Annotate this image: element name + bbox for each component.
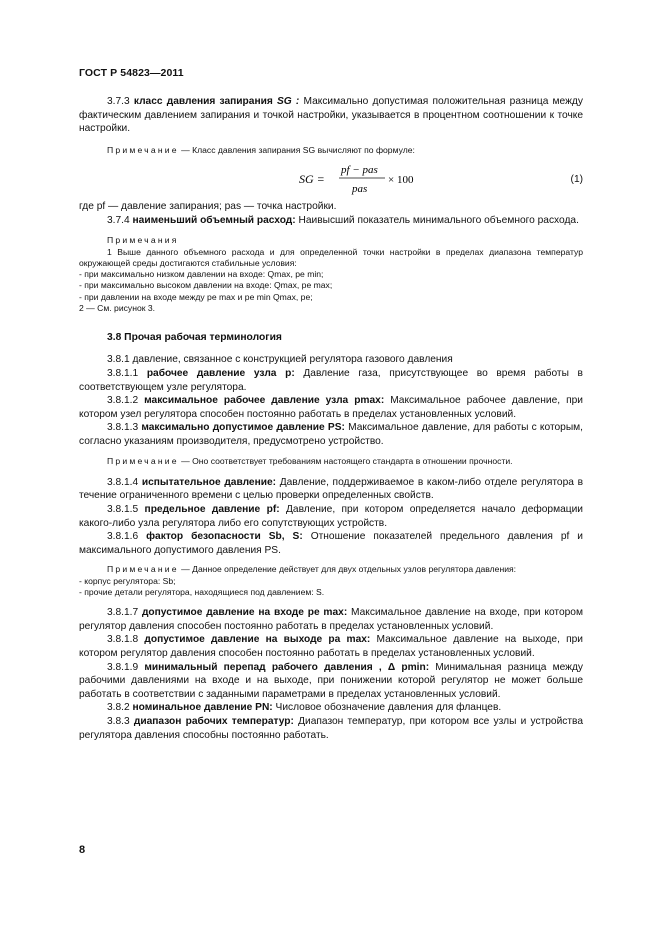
clause-symbol: SG : [277, 96, 300, 107]
note-bullet: - прочие детали регулятора, находящиеся под давлением: S. [79, 586, 325, 597]
notes-label: Примечания [107, 235, 179, 246]
clause-term: предельное давление pf: [144, 503, 280, 515]
formula-denominator: pas [352, 183, 368, 196]
clause-number: 3.8.1.5 [107, 503, 139, 515]
page-number: 8 [79, 844, 86, 856]
clause-text: Давление газа, присутствующее во время работы в соответствующем узле регулятора. [79, 367, 583, 393]
clause-3-8-1-1 [79, 367, 583, 394]
clause-text: Максимально допустимая положительная разница между фактическим давлением запирания и точкой настройки, указывается в процентном соотношении к точке настройки. [79, 96, 583, 135]
clause-text: Наивысший показатель минимального объемного расхода. [298, 214, 579, 226]
clause-3-8-1-5 [79, 503, 583, 530]
clause-term: максимальное рабочее давление узла pmax: [144, 395, 385, 407]
note-3-7-3 [79, 145, 583, 156]
clause-text: Максимальное рабочее давление, при котором узел регулятора способен постоянно работать в пределах установленных условий. [79, 395, 583, 420]
note-3-8-1-3 [79, 456, 583, 467]
page-content [79, 95, 583, 742]
note-text: — Данное определение действует для двух отдельных узлов регулятора давления: [181, 564, 517, 575]
clause-number: 3.8.1.8 [107, 634, 139, 646]
clause-3-8-1-7 [79, 606, 583, 633]
note-bullet: - при давлении на входе между pe max и pe min Qmax, pe; [79, 291, 313, 302]
clause-text: Минимальная разница между рабочими давлениями на входе и на выходе, при понижении которой регулятор не может больше работать в соответствии с заданными параметрами в пределах установленных условий. [79, 661, 583, 700]
clause-number: 3.8.1.6 [107, 531, 139, 543]
clause-number: 3.8.1.3 [107, 422, 139, 434]
clause-number: 3.7.4 [107, 214, 130, 226]
formula-lhs: SG = [299, 172, 325, 187]
note-2: 2 — См. рисунок 3. [79, 303, 156, 314]
note-text: — Класс давления запирания SG вычисляют по формуле: [181, 144, 415, 155]
clause-term: диапазон рабочих температур: [133, 716, 294, 727]
clause-text: Давление, при котором определяется начало деформации какого-либо узла регулятора либо его сопутствующих устройств. [79, 503, 583, 529]
note-3-8-1-6 [79, 564, 583, 598]
clause-3-8-1-3 [79, 421, 583, 448]
clause-text: Давление, поддерживаемое в каком-либо отделе регулятора в течение ограниченного времени с целью проверки определенных свойств. [79, 476, 583, 502]
note-bullet: - корпус регулятора: Sb; [79, 575, 176, 586]
page-header: ГОСТ Р 54823—2011 [79, 67, 184, 79]
clause-term: допустимое давление на выходе pa max: [144, 634, 371, 646]
note-line [79, 564, 583, 575]
clause-number: 3.7.3 [107, 96, 130, 107]
clause-term: рабочее давление узла p: [146, 367, 295, 379]
clause-number: 3.8.2 [107, 702, 130, 714]
clause-term: допустимое давление на входе pe max: [141, 607, 348, 619]
formula-where: где pf — давление запирания; pas — точка настройки. [79, 201, 337, 213]
clause-3-8-3 [79, 715, 583, 742]
clause-term: максимально допустимое давление PS: [141, 422, 345, 434]
clause-number: 3.8.3 [107, 716, 130, 727]
note-label: Примечание [107, 455, 179, 466]
clause-term: номинальное давление PN: [132, 702, 273, 714]
clause-text: Максимальное давление на выходе, при котором регулятор давления способен постоянно работать в пределах установленных условий. [79, 634, 584, 660]
clause-term: испытательное давление: [141, 476, 277, 488]
clause-number: 3.8.1.7 [107, 607, 139, 619]
notes-3-7-4 [79, 235, 583, 314]
clause-term: фактор безопасности Sb, S: [146, 531, 303, 543]
clause-3-8-1-9 [79, 661, 583, 702]
clause-term: наименьший объемный расход: [132, 214, 296, 226]
clause-number: 3.8.1.4 [107, 476, 139, 488]
formula-sg [299, 160, 499, 200]
note-text: — Оно соответствует требованиям настоящего стандарта в отношении прочности. [181, 455, 513, 466]
note-1: 1 Выше данного объемного расхода и для определенной точки настройки в пределах диапазона температур окружающей среды достигаются стабильные условия: [79, 246, 583, 268]
clause-number: 3.8.1.1 [107, 367, 139, 379]
note-label: Примечание [107, 144, 179, 155]
clause-text: Максимальное давление, для работы с которым, согласно указаниям производителя, предусмотрено устройство. [79, 422, 583, 447]
clause-number: 3.8.1.2 [107, 395, 139, 407]
clause-3-8-1-2 [79, 394, 583, 421]
clause-text: Диапазон температур, при котором все узлы и устройства регулятора давления способны постоянно работать. [79, 716, 583, 741]
clause-text: Максимальное давление на входе, при котором регулятор давления способен постоянно работать в пределах установленных условий. [79, 607, 583, 632]
formula-number: (1) [570, 174, 583, 186]
formula-numerator: pf − pas [341, 164, 378, 177]
clause-term: минимальный перепад рабочего давления , Δ pmin: [144, 661, 430, 673]
clause-number: 3.8.1.9 [107, 661, 139, 673]
formula-1 [79, 156, 583, 200]
section-heading: 3.8 Прочая рабочая терминология [107, 332, 282, 344]
clause-3-8-1-4 [79, 476, 583, 503]
clause-3-7-4 [79, 214, 583, 228]
formula-tail: × 100 [388, 174, 414, 187]
note-bullet: - при максимально низком давлении на входе: Qmax, pe min; [79, 269, 324, 280]
clause-3-8-1-8 [79, 633, 583, 660]
note-bullet: - при максимально высоком давлении на входе: Qmax, pe max; [79, 280, 333, 291]
clause-term: класс давления запирания [133, 96, 273, 107]
clause-text: Отношение показателей предельного давления pf и максимального допустимого давления PS. [79, 531, 583, 556]
clause-3-8-1-6 [79, 530, 583, 557]
clause-3-8-2 [79, 701, 583, 715]
clause-3-8-1: 3.8.1 давление, связанное с конструкцией регулятора газового давления [107, 354, 453, 366]
note-label: Примечание [107, 564, 179, 575]
clause-text: Числовое обозначение давления для фланцев. [275, 702, 502, 714]
clause-3-7-3 [79, 95, 583, 136]
